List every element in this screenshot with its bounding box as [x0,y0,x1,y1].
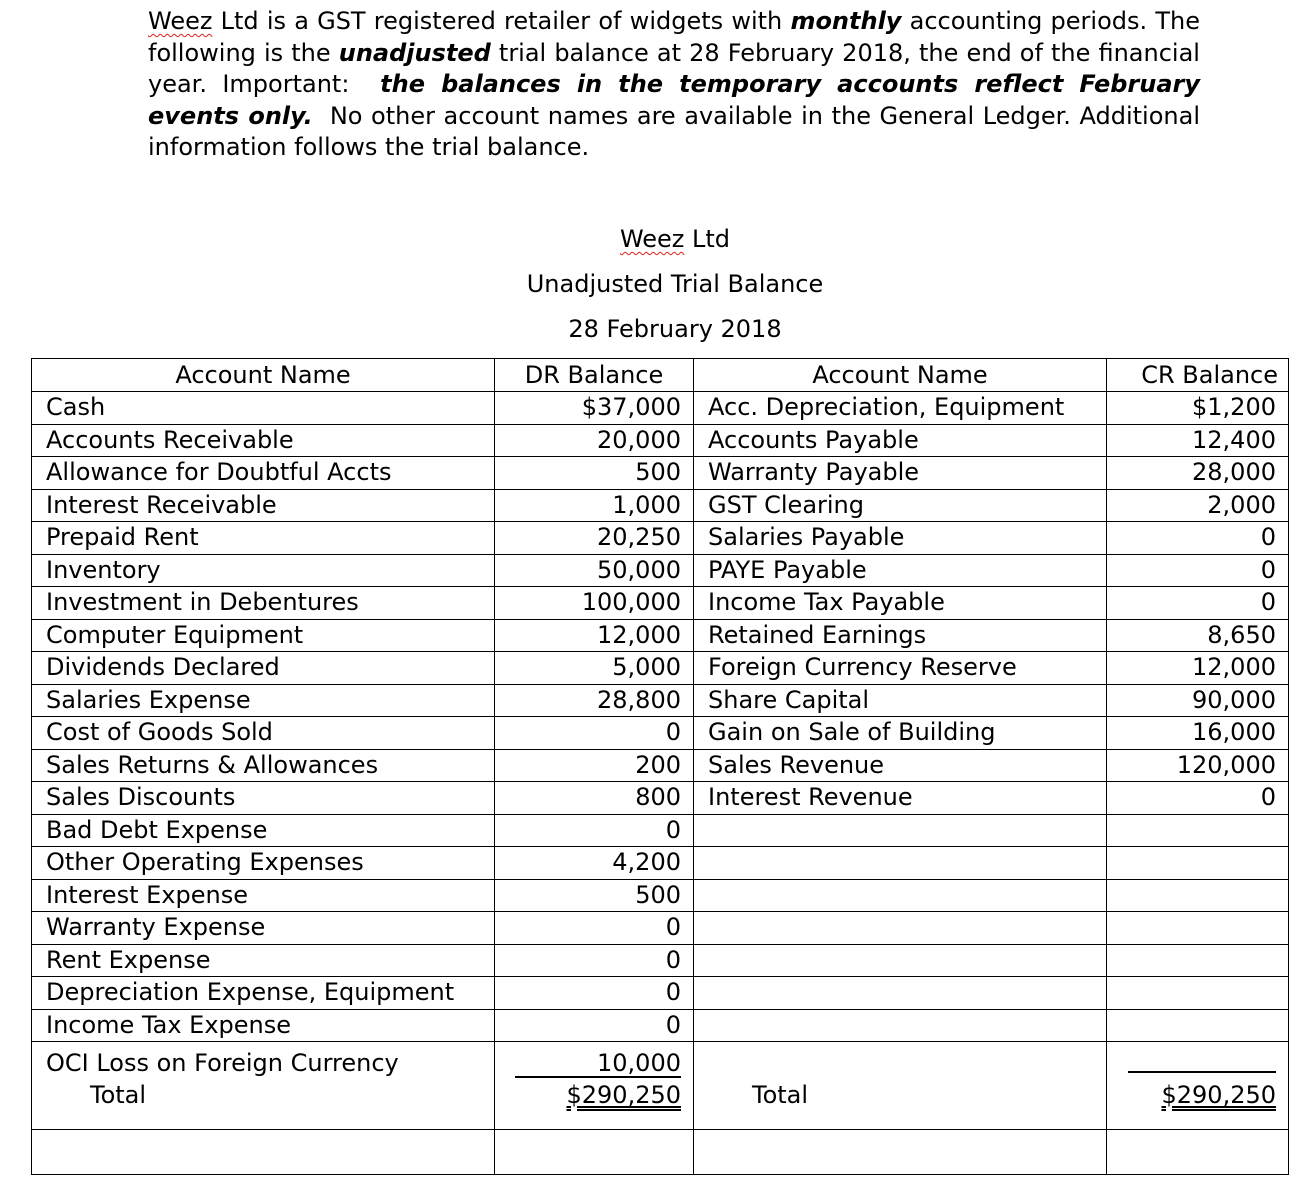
intro-text: trial balance at 28 February 2018, the end of the financial year. Important: [148,38,1200,98]
cr-account-name: GST Clearing [694,489,1107,522]
dr-balance: 5,000 [495,652,694,685]
cr-account-name: Interest Revenue [694,782,1107,815]
cr-account-name: Sales Revenue [694,749,1107,782]
cr-account-name: Foreign Currency Reserve [694,652,1107,685]
cr-balance: 8,650 [1107,619,1289,652]
dr-balance: 0 [495,944,694,977]
dr-balance: 1,000 [495,489,694,522]
table-row [32,489,1289,522]
cr-balance [1107,912,1289,945]
table-row [32,684,1289,717]
dr-balance: 20,250 [495,522,694,555]
dr-account-name: Depreciation Expense, Equipment [32,977,495,1010]
cr-total: $290,250 [1161,1080,1276,1109]
dr-account-name: Income Tax Expense [32,1009,495,1042]
dr-account-name: Allowance for Doubtful Accts [32,457,495,490]
dr-account-name: Dividends Declared [32,652,495,685]
cr-balance: 12,000 [1107,652,1289,685]
dr-balance: 20,000 [495,424,694,457]
company-suffix: Ltd [684,225,731,253]
header-dr-account-name: Account Name [32,359,495,392]
cr-balance: 90,000 [1107,684,1289,717]
table-row [32,749,1289,782]
cr-account-name [694,879,1107,912]
table-row [32,392,1289,425]
cr-balance [1107,977,1289,1010]
cr-balance [1107,879,1289,912]
table-row [32,652,1289,685]
company-name: Weez [619,225,685,253]
dr-account-name: Computer Equipment [32,619,495,652]
cr-account-name: Income Tax Payable [694,587,1107,620]
dr-balance: 50,000 [495,554,694,587]
dr-account-name: Salaries Expense [32,684,495,717]
table-row [32,847,1289,880]
dr-account-name: Bad Debt Expense [32,814,495,847]
cr-account-name [694,944,1107,977]
cr-account-name: Share Capital [694,684,1107,717]
dr-account-name: Sales Discounts [32,782,495,815]
header-dr-balance: DR Balance [495,359,694,392]
dr-balance: 200 [495,749,694,782]
cr-account-name [694,912,1107,945]
dr-balance: 100,000 [495,587,694,620]
dr-account-name: Interest Receivable [32,489,495,522]
dr-account-name: Accounts Receivable [32,424,495,457]
cr-balance: 0 [1107,554,1289,587]
cr-balance: 0 [1107,522,1289,555]
intro-emphasis: the balances in the temporary accounts reflect February events only. [148,70,1200,130]
dr-account-name: Interest Expense [32,879,495,912]
dr-account-name: Warranty Expense [32,912,495,945]
report-title: Unadjusted Trial Balance [526,270,824,298]
table-row [32,457,1289,490]
header-cr-account-name: Account Name [694,359,1107,392]
cr-balance: 16,000 [1107,717,1289,750]
cr-balance: 12,400 [1107,424,1289,457]
intro-paragraph [148,6,1200,164]
cr-balance [1107,847,1289,880]
intro-text: Ltd is a GST registered retailer of widgets with [220,7,783,35]
dr-balance: 12,000 [495,619,694,652]
cr-balance [1107,814,1289,847]
cr-account-name: Accounts Payable [694,424,1107,457]
dr-account-name: Inventory [32,554,495,587]
table-row [32,424,1289,457]
dr-balance: 4,200 [495,847,694,880]
intro-emphasis: monthly [790,7,902,35]
dr-balance: $37,000 [495,392,694,425]
dr-account-name: Other Operating Expenses [32,847,495,880]
cr-account-name [694,977,1107,1010]
cr-account-name [694,814,1107,847]
cr-balance: $1,200 [1107,392,1289,425]
table-row [32,522,1289,555]
dr-total: $290,250 [566,1080,681,1109]
dr-balance: 500 [495,879,694,912]
dr-balance: 28,800 [495,684,694,717]
dr-account-name: OCI Loss on Foreign Currency [32,1042,495,1080]
cr-account-name: Acc. Depreciation, Equipment [694,392,1107,425]
report-date: 28 February 2018 [568,315,782,343]
empty-row [32,1130,1289,1175]
intro-emphasis: unadjusted [338,38,491,67]
cr-account-name [694,847,1107,880]
cr-account-name: Gain on Sale of Building [694,717,1107,750]
cr-account-name: Warranty Payable [694,457,1107,490]
cr-account-name: Retained Earnings [694,619,1107,652]
table-row [32,879,1289,912]
table-row [32,977,1289,1010]
intro-text: No other account names are available in the General Ledger. Additional information follows the trial balance. [148,101,1200,161]
table-row [32,619,1289,652]
dr-account-name: Rent Expense [32,944,495,977]
oci-row [32,1042,1289,1080]
dr-balance: 0 [495,717,694,750]
intro-text: accounting periods. The following is the [148,7,1200,67]
cr-account-name: PAYE Payable [694,554,1107,587]
company-name: Weez [148,7,213,35]
dr-balance: 0 [495,1009,694,1042]
cr-balance: 28,000 [1107,457,1289,490]
dr-account-name: Prepaid Rent [32,522,495,555]
table-row [32,912,1289,945]
table-row [32,814,1289,847]
table-row [32,944,1289,977]
cr-account-name [694,1009,1107,1042]
cr-account-name: Salaries Payable [694,522,1107,555]
table-row [32,554,1289,587]
dr-balance: 0 [495,977,694,1010]
dr-balance: 500 [495,457,694,490]
dr-balance: 10,000 [515,1050,681,1078]
cr-balance [1107,944,1289,977]
cr-balance: 120,000 [1107,749,1289,782]
cr-balance [1107,1009,1289,1042]
table-row [32,1009,1289,1042]
dr-balance: 0 [495,814,694,847]
cr-balance: 2,000 [1107,489,1289,522]
dr-account-name: Investment in Debentures [32,587,495,620]
table-row [32,717,1289,750]
cr-balance: 0 [1107,587,1289,620]
cr-subtotal-line [1128,1071,1276,1073]
cr-total-label: Total [694,1080,1107,1130]
table-row [32,782,1289,815]
trial-balance-table [31,358,1289,1175]
dr-account-name: Cost of Goods Sold [32,717,495,750]
header-cr-balance: CR Balance [1107,359,1289,392]
dr-total-label: Total [32,1080,495,1130]
table-row [32,587,1289,620]
cr-balance: 0 [1107,782,1289,815]
total-row [32,1080,1289,1130]
report-company [0,225,1309,253]
dr-balance: 0 [495,912,694,945]
dr-balance: 800 [495,782,694,815]
dr-account-name: Cash [32,392,495,425]
dr-account-name: Sales Returns & Allowances [32,749,495,782]
